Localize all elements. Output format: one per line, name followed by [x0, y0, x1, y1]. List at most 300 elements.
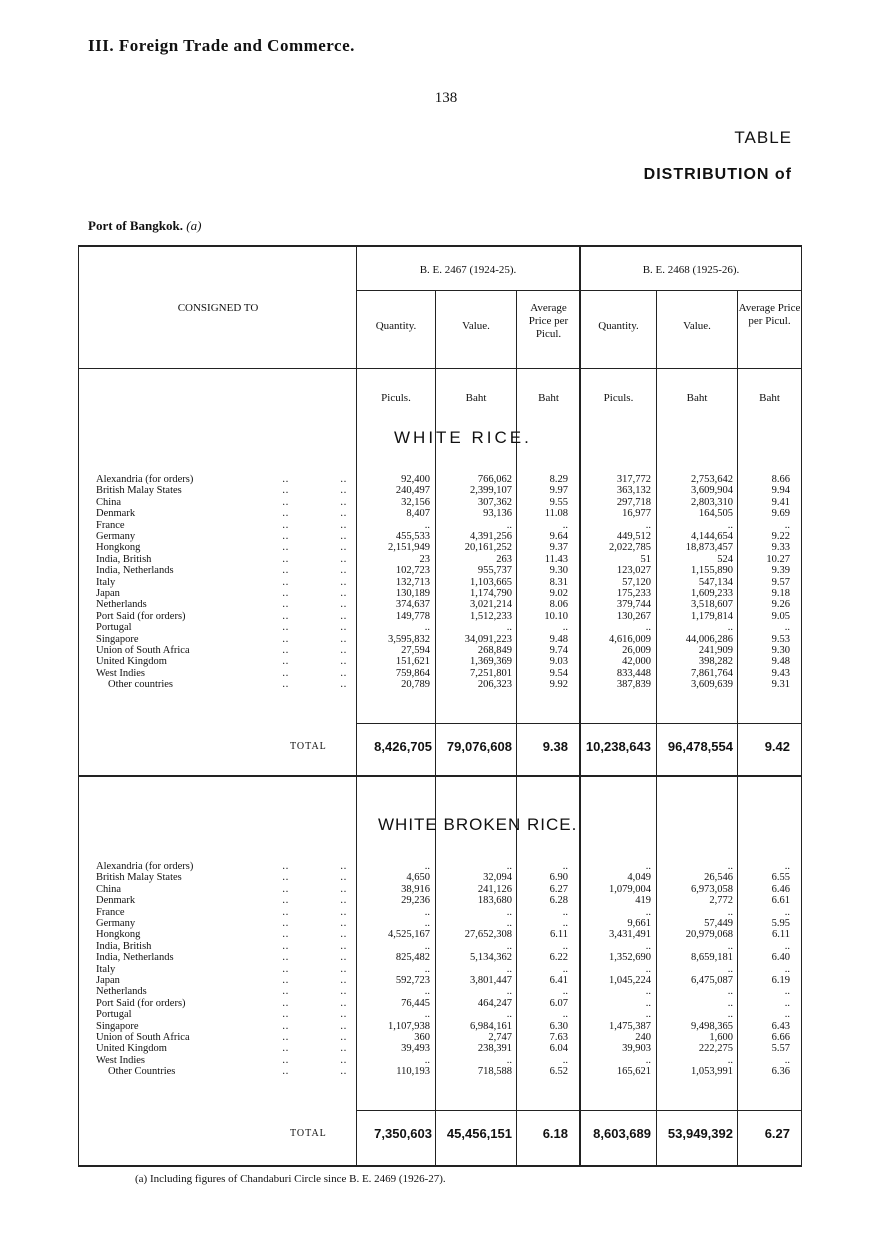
cell-q1: ..	[424, 861, 430, 872]
cell-q1: 4,525,167	[388, 929, 430, 941]
cell-v1: 766,062	[477, 474, 512, 485]
cell-q2: 9,661	[627, 918, 651, 929]
cell-v2: ..	[727, 622, 733, 634]
row-destination: Singapore	[96, 1020, 139, 1032]
cell-q2: 449,512	[616, 531, 651, 542]
cell-p1: ..	[562, 519, 568, 531]
unit-baht-4: Baht	[759, 392, 780, 404]
leader-dots: ‥	[340, 1043, 347, 1055]
cell-p1: 9.02	[549, 588, 568, 599]
cell-q2: 4,049	[627, 872, 651, 884]
cell-v2: 26,546	[704, 872, 733, 884]
cell-v1: 93,136	[483, 508, 512, 520]
cell-p2: ..	[784, 997, 790, 1009]
wbr-total-label: TOTAL	[290, 1128, 327, 1139]
leader-dots: ‥	[282, 622, 289, 634]
cell-v2: 164,505	[698, 508, 733, 520]
leader-dots: ‥	[282, 633, 289, 645]
row-destination: British Malay States	[96, 872, 182, 884]
cell-q1: 4,650	[406, 872, 430, 884]
row-destination: France	[96, 519, 125, 531]
cell-p2: 6.36	[771, 1066, 790, 1078]
cell-q1: ..	[424, 622, 430, 634]
table-bottom-rule	[78, 1165, 802, 1167]
cell-v2: 1,600	[709, 1032, 733, 1043]
wr-total-price-1: 9.38	[542, 739, 568, 754]
row-destination: British Malay States	[96, 485, 182, 497]
cell-v1: ..	[506, 1009, 512, 1021]
leader-dots: ‥	[282, 1066, 289, 1078]
row-destination: Portugal	[96, 1009, 132, 1021]
cell-v1: 307,362	[477, 496, 512, 508]
cell-v2: 2,803,310	[691, 496, 733, 508]
cell-q2: 363,132	[616, 485, 651, 497]
leader-dots: ‥	[340, 906, 347, 918]
cell-p1: ..	[562, 1009, 568, 1021]
cell-v1: 1,512,233	[470, 610, 512, 622]
cell-q2: 1,045,224	[609, 975, 651, 986]
cell-q1: 132,713	[395, 576, 430, 588]
leader-dots: ‥	[282, 645, 289, 656]
cell-v2: 57,449	[704, 918, 733, 929]
wbr-total-price-1: 6.18	[542, 1126, 568, 1141]
cell-v1: 2,747	[488, 1032, 512, 1043]
cell-v1: ..	[506, 622, 512, 634]
cell-p2: 9.26	[771, 599, 790, 611]
wr-total-quantity-1: 8,426,705	[374, 739, 432, 754]
cell-q1: ..	[424, 519, 430, 531]
row-destination: Netherlands	[96, 986, 147, 998]
row-destination: China	[96, 883, 122, 895]
leader-dots: ‥	[282, 496, 289, 508]
cell-v2: 2,753,642	[691, 474, 733, 485]
cell-p1: 10.10	[544, 610, 568, 622]
row-destination: Denmark	[96, 895, 136, 907]
cell-p1: 6.27	[549, 883, 568, 895]
leader-dots: ‥	[340, 918, 347, 929]
cell-p1: 6.22	[549, 952, 568, 964]
leader-dots: ‥	[282, 667, 289, 679]
cell-p1: 8.29	[549, 474, 568, 485]
leader-dots: ‥	[340, 542, 347, 554]
cell-p2: 9.94	[771, 485, 790, 497]
cell-v1: ..	[506, 906, 512, 918]
cell-q1: ..	[424, 940, 430, 952]
row-destination: India, Netherlands	[96, 952, 174, 964]
cell-p1: 6.30	[549, 1020, 568, 1032]
cell-p1: 9.92	[549, 679, 568, 691]
cell-p1: 11.08	[544, 508, 568, 520]
wbr-total-quantity-2: 8,603,689	[593, 1126, 651, 1141]
page-number: 138	[434, 90, 458, 106]
row-destination: West Indies	[96, 667, 146, 679]
port-note: (a)	[186, 218, 202, 233]
wbr-subtotal-rule	[356, 1110, 802, 1111]
leader-dots: ‥	[282, 975, 289, 986]
leader-dots: ‥	[282, 474, 289, 485]
cell-q2: ..	[645, 861, 651, 872]
cell-v2: 18,873,457	[685, 542, 733, 554]
cell-v1: 238,391	[477, 1043, 512, 1055]
row-destination: Japan	[96, 588, 120, 599]
cell-v2: ..	[727, 1009, 733, 1021]
row-destination: United Kingdom	[96, 1043, 167, 1055]
cell-v1: 32,094	[483, 872, 512, 884]
cell-v2: ..	[727, 906, 733, 918]
cell-q1: ..	[424, 918, 430, 929]
leader-dots: ‥	[340, 496, 347, 508]
row-destination: India, British	[96, 553, 152, 565]
cell-p1: 6.41	[549, 975, 568, 986]
unit-baht-3: Baht	[686, 392, 708, 404]
cell-v1: 6,984,161	[470, 1020, 512, 1032]
year-rule	[356, 290, 802, 291]
row-destination: Other Countries	[108, 1066, 176, 1078]
leader-dots: ‥	[282, 883, 289, 895]
cell-v2: 241,909	[698, 645, 733, 656]
cell-p1: 9.55	[549, 496, 568, 508]
leader-dots: ‥	[340, 679, 347, 691]
row-destination: Union of South Africa	[96, 1032, 190, 1043]
leader-dots: ‥	[340, 895, 347, 907]
cell-p1: 9.54	[549, 667, 568, 679]
cell-q2: 4,616,009	[609, 633, 651, 645]
cell-v2: 222,275	[698, 1043, 733, 1055]
leader-dots: ‥	[282, 895, 289, 907]
leader-dots: ‥	[340, 861, 347, 872]
cell-p1: ..	[562, 1054, 568, 1066]
leader-dots: ‥	[282, 576, 289, 588]
leader-dots: ‥	[282, 1020, 289, 1032]
leader-dots: ‥	[282, 1043, 289, 1055]
cell-v1: 955,737	[477, 565, 512, 577]
cell-v2: 6,475,087	[691, 975, 733, 986]
cell-p2: 10.27	[766, 553, 790, 565]
cell-p1: 6.04	[549, 1043, 568, 1055]
cell-p2: 9.22	[771, 531, 790, 542]
leader-dots: ‥	[340, 485, 347, 497]
cell-p2: 6.19	[771, 975, 790, 986]
leader-dots: ‥	[282, 508, 289, 520]
cell-v1: ..	[506, 861, 512, 872]
cell-q2: 57,120	[622, 576, 651, 588]
cell-v1: 27,652,308	[464, 929, 512, 941]
cell-p1: ..	[562, 622, 568, 634]
cell-v1: ..	[506, 519, 512, 531]
table-top-rule	[78, 245, 802, 247]
cell-p1: 9.30	[549, 565, 568, 577]
cell-v2: ..	[727, 861, 733, 872]
cell-p1: ..	[562, 918, 568, 929]
wbr-total-quantity-1: 7,350,603	[374, 1126, 432, 1141]
leader-dots: ‥	[340, 576, 347, 588]
cell-v2: 3,609,639	[691, 679, 733, 691]
cell-p1: 6.52	[549, 1066, 568, 1078]
cell-q2: 297,718	[616, 496, 651, 508]
row-destination: United Kingdom	[96, 656, 167, 668]
leader-dots: ‥	[340, 519, 347, 531]
cell-q2: 1,352,690	[609, 952, 651, 964]
cell-q2: 39,903	[622, 1043, 651, 1055]
cell-p2: 6.11	[772, 929, 790, 941]
unit-piculs-2: Piculs.	[603, 392, 634, 404]
cell-p1: 6.28	[549, 895, 568, 907]
cell-q2: 1,079,004	[609, 883, 651, 895]
cell-q2: 130,267	[616, 610, 651, 622]
leader-dots: ‥	[340, 667, 347, 679]
cell-p1: ..	[562, 986, 568, 998]
avg-price-header-1: Average Price per Picul.	[528, 302, 569, 340]
cell-q2: 16,977	[622, 508, 651, 520]
cell-q1: 20,789	[401, 679, 430, 691]
cell-v1: 1,369,369	[470, 656, 512, 668]
cell-p2: ..	[784, 1009, 790, 1021]
cell-p2: 9.41	[771, 496, 790, 508]
cell-q2: 379,744	[616, 599, 651, 611]
row-destination: Portugal	[96, 622, 132, 634]
leader-dots: ‥	[340, 986, 347, 998]
cell-p1: 9.37	[549, 542, 568, 554]
cell-q2: 175,233	[616, 588, 651, 599]
cell-v2: ..	[727, 940, 733, 952]
wbr-total-value-2: 53,949,392	[667, 1126, 733, 1141]
wr-total-value-2: 96,478,554	[667, 739, 733, 754]
cell-p2: 5.57	[771, 1043, 790, 1055]
cell-q2: ..	[645, 1009, 651, 1021]
cell-p2: 9.57	[771, 576, 790, 588]
cell-v2: 547,134	[698, 576, 733, 588]
row-destination: India, British	[96, 940, 152, 952]
cell-q1: 759,864	[395, 667, 430, 679]
cell-q1: 455,533	[395, 531, 430, 542]
leader-dots: ‥	[282, 952, 289, 964]
cell-v1: ..	[506, 986, 512, 998]
cell-p2: ..	[784, 986, 790, 998]
cell-v2: 7,861,764	[691, 667, 733, 679]
leader-dots: ‥	[282, 656, 289, 668]
cell-p2: ..	[784, 906, 790, 918]
row-destination: Hongkong	[96, 929, 141, 941]
cell-q1: 38,916	[401, 883, 430, 895]
leader-dots: ‥	[282, 929, 289, 941]
leader-dots: ‥	[340, 474, 347, 485]
cell-q2: 165,621	[616, 1066, 651, 1078]
cell-p2: 6.43	[771, 1020, 790, 1032]
cell-v2: 1,053,991	[691, 1066, 733, 1078]
cell-q2: ..	[645, 519, 651, 531]
row-destination: Denmark	[96, 508, 136, 520]
cell-v2: 20,979,068	[685, 929, 733, 941]
cell-v2: 8,659,181	[691, 952, 733, 964]
leader-dots: ‥	[282, 679, 289, 691]
cell-q1: 360	[414, 1032, 430, 1043]
cell-q2: 51	[640, 553, 651, 565]
leader-dots: ‥	[340, 531, 347, 542]
leader-dots: ‥	[340, 997, 347, 1009]
cell-v1: ..	[506, 1054, 512, 1066]
cell-p2: 9.05	[771, 610, 790, 622]
cell-v1: 5,134,362	[470, 952, 512, 964]
cell-p1: 6.07	[549, 997, 568, 1009]
leader-dots: ‥	[282, 485, 289, 497]
leader-dots: ‥	[340, 1020, 347, 1032]
table-label: TABLE	[734, 128, 792, 147]
quantity-header-1: Quantity.	[375, 320, 417, 332]
cell-q1: ..	[424, 986, 430, 998]
row-destination: Germany	[96, 918, 136, 929]
header-bottom-rule	[78, 368, 802, 369]
cell-p2: 5.95	[771, 918, 790, 929]
cell-v1: ..	[506, 963, 512, 975]
cell-v1: 718,588	[477, 1066, 512, 1078]
cell-q2: 123,027	[616, 565, 651, 577]
cell-p2: ..	[784, 963, 790, 975]
cell-q2: 833,448	[616, 667, 651, 679]
cell-v2: ..	[727, 1054, 733, 1066]
leader-dots: ‥	[340, 1054, 347, 1066]
year2-header: B. E. 2468 (1925-26).	[642, 264, 740, 276]
wbr-total-price-2: 6.27	[764, 1126, 790, 1141]
cell-q2: ..	[645, 986, 651, 998]
leader-dots: ‥	[282, 519, 289, 531]
cell-v1: ..	[506, 940, 512, 952]
cell-v2: ..	[727, 997, 733, 1009]
cell-p1: 7.63	[549, 1032, 568, 1043]
row-destination: Other countries	[108, 679, 174, 691]
cell-p2: 9.69	[771, 508, 790, 520]
row-destination: Singapore	[96, 633, 139, 645]
row-destination: Hongkong	[96, 542, 141, 554]
cell-q2: 26,009	[622, 645, 651, 656]
leader-dots: ‥	[282, 861, 289, 872]
leader-dots: ‥	[282, 986, 289, 998]
leader-dots: ‥	[340, 1009, 347, 1021]
leader-dots: ‥	[340, 622, 347, 634]
leader-dots: ‥	[340, 952, 347, 964]
row-destination: West Indies	[96, 1054, 146, 1066]
cell-q1: 29,236	[401, 895, 430, 907]
cell-q2: ..	[645, 906, 651, 918]
cell-v2: 1,179,814	[691, 610, 733, 622]
leader-dots: ‥	[282, 531, 289, 542]
value-header-2: Value.	[683, 320, 711, 332]
unit-baht-1: Baht	[465, 392, 487, 404]
port-title	[88, 218, 201, 234]
row-destination: Japan	[96, 975, 120, 986]
cell-p2: 9.31	[771, 679, 790, 691]
cell-q1: 102,723	[395, 565, 430, 577]
cell-p2: 8.66	[771, 474, 790, 485]
value-header-1: Value.	[462, 320, 490, 332]
cell-q1: ..	[424, 1054, 430, 1066]
cell-v1: 1,103,665	[470, 576, 512, 588]
cell-q1: ..	[424, 1009, 430, 1021]
leader-dots: ‥	[340, 633, 347, 645]
cell-v2: 1,155,890	[691, 565, 733, 577]
footnote: (a) Including figures of Chandaburi Circle since B. E. 2469 (1926-27).	[135, 1173, 446, 1185]
port-name: Port of Bangkok.	[88, 218, 183, 233]
cell-v1: 206,323	[477, 679, 512, 691]
cell-p2: ..	[784, 940, 790, 952]
cell-p1: 9.48	[549, 633, 568, 645]
cell-v1: 183,680	[477, 895, 512, 907]
cell-q2: 2,022,785	[609, 542, 651, 554]
col-rule-3	[516, 290, 517, 1167]
cell-p1: 8.31	[549, 576, 568, 588]
leader-dots: ‥	[282, 1032, 289, 1043]
cell-p2: ..	[784, 1054, 790, 1066]
cell-p2: 9.43	[771, 667, 790, 679]
cell-v2: 6,973,058	[691, 883, 733, 895]
cell-v2: 398,282	[698, 656, 733, 668]
row-destination: Alexandria (for orders)	[96, 474, 194, 485]
leader-dots: ‥	[282, 542, 289, 554]
leader-dots: ‥	[282, 872, 289, 884]
row-destination: Italy	[96, 576, 116, 588]
row-destination: Port Said (for orders)	[96, 610, 186, 622]
wr-total-price-2: 9.42	[764, 739, 790, 754]
unit-baht-2: Baht	[538, 392, 559, 404]
leader-dots: ‥	[282, 565, 289, 577]
cell-q1: 32,156	[401, 496, 430, 508]
cell-q1: 2,151,949	[388, 542, 430, 554]
cell-v1: 3,021,214	[470, 599, 512, 611]
row-destination: Italy	[96, 963, 116, 975]
consigned-to-header: CONSIGNED TO	[177, 302, 259, 314]
row-destination: Union of South Africa	[96, 645, 190, 656]
leader-dots: ‥	[282, 963, 289, 975]
cell-p1: 9.97	[549, 485, 568, 497]
leader-dots: ‥	[282, 1009, 289, 1021]
row-destination: Netherlands	[96, 599, 147, 611]
cell-v1: 3,801,447	[470, 975, 512, 986]
unit-piculs-1: Piculs.	[381, 392, 411, 404]
leader-dots: ‥	[282, 906, 289, 918]
table-left-rule	[78, 245, 79, 1167]
leader-dots: ‥	[340, 610, 347, 622]
wr-subtotal-rule	[356, 723, 802, 724]
leader-dots: ‥	[282, 599, 289, 611]
wbr-total-value-1: 45,456,151	[446, 1126, 512, 1141]
cell-v2: 4,144,654	[691, 531, 733, 542]
cell-v2: 44,006,286	[685, 633, 733, 645]
cell-q2: ..	[645, 622, 651, 634]
row-destination: Alexandria (for orders)	[96, 861, 194, 872]
cell-q1: ..	[424, 906, 430, 918]
cell-p2: 6.55	[771, 872, 790, 884]
cell-p2: 6.66	[771, 1032, 790, 1043]
cell-q1: 151,621	[395, 656, 430, 668]
cell-p1: ..	[562, 963, 568, 975]
cell-v1: ..	[506, 918, 512, 929]
cell-p1: ..	[562, 861, 568, 872]
leader-dots: ‥	[282, 940, 289, 952]
cell-q1: 592,723	[395, 975, 430, 986]
leader-dots: ‥	[340, 872, 347, 884]
cell-q1: 110,193	[396, 1066, 430, 1078]
cell-v1: 464,247	[477, 997, 512, 1009]
cell-p1: 9.74	[549, 645, 568, 656]
cell-p2: 6.46	[771, 883, 790, 895]
distribution-label: DISTRIBUTION of	[643, 166, 792, 183]
cell-q1: 3,595,832	[388, 633, 430, 645]
cell-q2: ..	[645, 1054, 651, 1066]
leader-dots: ‥	[282, 918, 289, 929]
leader-dots: ‥	[340, 553, 347, 565]
leader-dots: ‥	[340, 963, 347, 975]
cell-p2: 9.18	[771, 588, 790, 599]
cell-q1: 76,445	[401, 997, 430, 1009]
